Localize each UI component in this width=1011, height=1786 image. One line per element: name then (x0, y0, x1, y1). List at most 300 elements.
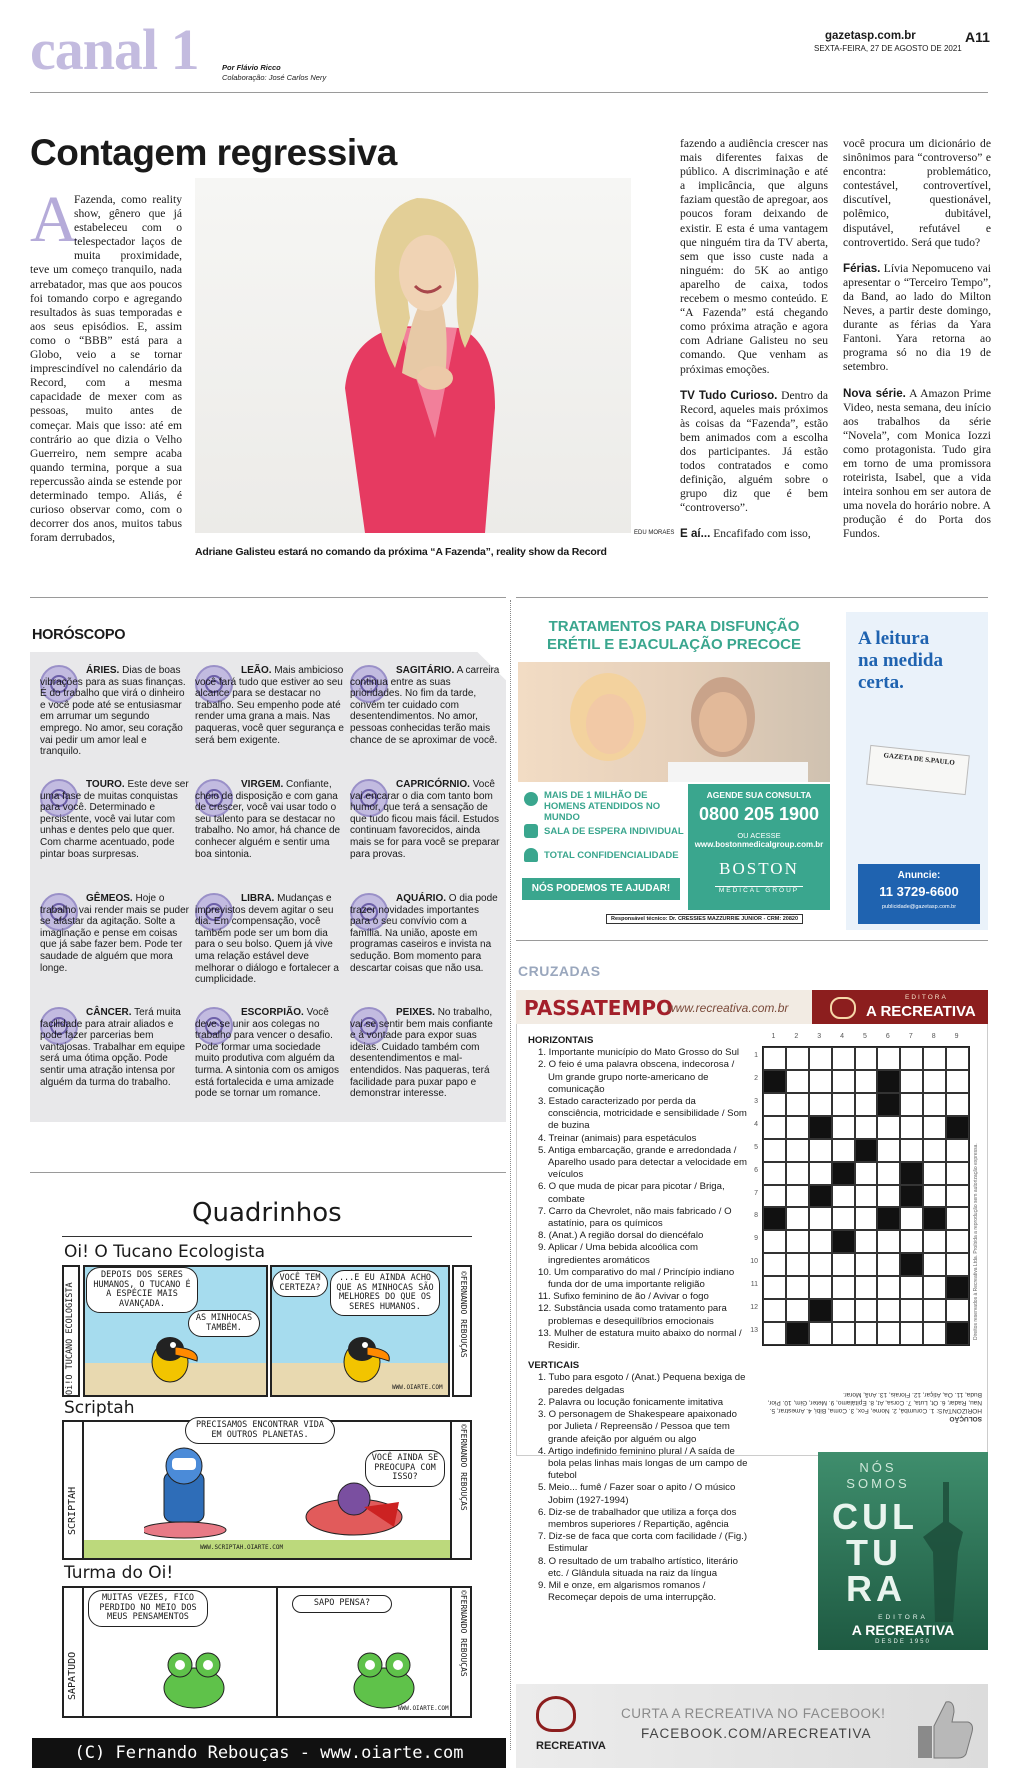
horizontal-clue: 3. Estado caracterizado por perda da consciência, motricidade e sensibilidade / Som de buzina (538, 1096, 747, 1132)
vertical-clue: 8. O resultado de um trabalho artístico, literário etc. / Glândula situada na raiz da língua (538, 1555, 738, 1579)
crossword-cell[interactable] (763, 1116, 786, 1139)
crossword-column-numbers (762, 1033, 969, 1045)
ad3-brand: A RECREATIVA (851, 1622, 955, 1638)
vertical-clue: 1. Tubo para esgoto / (Anat.) Pequena bexiga de paredes delgadas (538, 1372, 746, 1396)
horoscope-sign-name: CÂNCER. (86, 1007, 132, 1018)
horoscope-bottom-rule (30, 1172, 506, 1173)
crossword-cell[interactable] (855, 1207, 878, 1230)
chair-icon (524, 824, 538, 838)
vertical-clue: 3. O personagem de Shakespeare apaixonado por Julieta / Repreensão / Pessoa que tem grande afeição por alguém ou algo (538, 1409, 737, 1445)
strip-2-url: WWW.SCRIPTAH.OIARTE.COM (200, 1544, 284, 1551)
horizontal-clue: 4. Treinar (animais) para espetáculos (538, 1132, 697, 1144)
strip-3-bubble-1: MUITAS VEZES, FICO PERDIDO NO MEIO DOS MEUS PENSAMENTOS (88, 1590, 208, 1627)
horoscope-sign-text: O dia pode trazer novidades importantes para o seu convívio com a família. Na união, aposte em programas caseiros e invista na sedução. Bom momento para descartar coisas que não usa. (350, 893, 498, 974)
header-rule (30, 92, 988, 93)
horoscope-text (40, 779, 190, 860)
crossword-cell[interactable] (832, 1185, 855, 1208)
crossword-col-number: 2 (794, 1033, 799, 1040)
astronaut-drawing (144, 1442, 234, 1542)
section-rule-right (516, 597, 988, 598)
horoscope-text (40, 893, 190, 974)
toucan-drawing (135, 1327, 205, 1387)
crossword-row-number: 12 (750, 1304, 758, 1312)
crossword-cell[interactable] (946, 1253, 969, 1276)
crossword-row-numbers (746, 1046, 760, 1346)
ad2-paper-name: GAZETA DE S.PAULO (883, 751, 956, 767)
thumbs-up-icon (906, 1692, 976, 1762)
crossword-cell[interactable] (946, 1185, 969, 1208)
crossword-side-note: Direitos reservados à Recreativa Ltda. Proibida a reprodução sem autorização expressa. (973, 1143, 979, 1340)
crossword-cell[interactable] (855, 1230, 878, 1253)
strip-3-bubble-2: SAPO PENSA? (292, 1595, 392, 1613)
crossword-block (786, 1322, 809, 1345)
crossword-cell[interactable] (832, 1070, 855, 1093)
horoscope-sign-name: ÁRIES. (86, 665, 120, 676)
crossword-cell[interactable] (877, 1253, 900, 1276)
page-number: A11 (965, 29, 990, 45)
ad3-since: DESDE 1950 (875, 1639, 931, 1645)
crossword-cell[interactable] (809, 1276, 832, 1299)
crossword-cell[interactable] (855, 1093, 878, 1116)
crossword-cell[interactable] (946, 1207, 969, 1230)
vertical-title: VERTICAIS (528, 1360, 580, 1372)
strip-1-url: WWW.OIARTE.COM (392, 1384, 443, 1391)
crossword-cell[interactable] (832, 1139, 855, 1162)
crossword-cell[interactable] (877, 1230, 900, 1253)
crossword-cell[interactable] (786, 1299, 809, 1322)
crossword-cell[interactable] (832, 1253, 855, 1276)
crossword-block (877, 1093, 900, 1116)
crossword-cell[interactable] (923, 1093, 946, 1116)
crossword-cell[interactable] (923, 1253, 946, 1276)
vertical-clue: 5. Meio... fumê / Fazer soar o apito / O músico Jobim (1927-1994) (538, 1482, 736, 1506)
gazeta-ad[interactable] (846, 612, 988, 930)
crossword-cell[interactable] (786, 1047, 809, 1070)
site-name[interactable]: gazetasp.com.br (825, 30, 916, 42)
crossword-cell[interactable] (877, 1322, 900, 1345)
crossword-row-number: 3 (754, 1097, 758, 1105)
crossword-cell[interactable] (832, 1207, 855, 1230)
strip-2-side-label: SCRIPTAH (67, 1486, 78, 1535)
crossword-cell[interactable] (855, 1070, 878, 1093)
horoscope-sign-text: Este deve ser uma fase de muitas conquistas para você. Determinado e persistente, você vai lutar com unhas e dentes pelo que quer. Com charme acentuado, pode pintar boas surpresas. (40, 779, 189, 860)
toucan-drawing-2 (327, 1327, 397, 1387)
ad4-brand: RECREATIVA (536, 1740, 606, 1752)
horoscope-sign-text: Você vai encarar o dia com tanto bom humor, que terá a sensação de que tudo ficou mais fácil. Estudos continuam favorecidos, ainda mais se for para você se preparar para provas. (350, 779, 500, 860)
crossword-block (900, 1162, 923, 1185)
horoscope-text (350, 779, 500, 860)
crossword-cell[interactable] (900, 1322, 923, 1345)
horoscope-sign-text: Mudanças e imprevistos devem agitar o seu dia. Em compensação, você também pode ser um bom dia para o seu bolso. Quem já vive uma relação estável deve melhorar o diálogo e fortalecer a cumplicidade. (195, 893, 339, 986)
recreativa-url[interactable]: www.recreativa.com.br (667, 1001, 789, 1015)
ad3-big-3: RA (846, 1568, 906, 1609)
comics-title: Quadrinhos (192, 1198, 342, 1228)
column-3-paragraph-3: Encafifado com isso, (713, 527, 811, 541)
ad1-title-2: ERÉTIL E EJACULAÇÃO PRECOCE (547, 636, 801, 653)
article-column-3 (680, 137, 828, 542)
column-3-paragraph-2: Dentro da Record, aqueles mais próximos às coisas da “Fazenda”, estão bem animados com a escolha dos participantes. Já estão todos contratados e como definição, alguém sobre o grupo diz que é bem “controverso”. (680, 388, 829, 515)
crossword-cell[interactable] (786, 1093, 809, 1116)
crossword-cell[interactable] (900, 1047, 923, 1070)
people-icon (524, 792, 538, 806)
crossword-cell[interactable] (832, 1047, 855, 1070)
horoscope-sign-text: Terá muita facilidade para atrair aliados e pode fazer parcerias bem vantajosas. Trabalhar em equipe será uma ótima opção. Pode sentir uma atração intensa por alguém da turma do trabalho. (40, 1007, 186, 1088)
crossword-cell[interactable] (855, 1162, 878, 1185)
crossword-cell[interactable] (877, 1299, 900, 1322)
ad1-or-access: OU ACESSE (737, 831, 781, 840)
crossword-cell[interactable] (809, 1070, 832, 1093)
strip-1-title: Oi! O Tucano Ecologista (64, 1242, 266, 1262)
crossword-cell[interactable] (855, 1276, 878, 1299)
strip-1-bubble-1: DEPOIS DOS SERES HUMANOS, O TUCANO É A ESPÉCIE MAIS AVANÇADA. (86, 1267, 198, 1313)
crossword-cell[interactable] (877, 1276, 900, 1299)
crossword-cell[interactable] (855, 1299, 878, 1322)
horizontal-clue: 10. Um comparativo do mal / Princípio indiano funda dor de uma importante religião (538, 1266, 735, 1291)
crossword-row-number: 13 (750, 1327, 758, 1335)
clues-horizontal (528, 1035, 748, 1604)
crossword-cell[interactable] (809, 1322, 832, 1345)
horoscope-sign-text: Você deve se unir aos colegas no trabalho para vencer o desafio. Pode formar uma sociedade muito produtiva com alguém da turma. A sintonia com os amigos está fortalecida e uma amizade pode se tornar um romance. (195, 1007, 339, 1100)
horoscope-text (350, 1007, 500, 1100)
horoscope-text (350, 665, 500, 746)
strip-2-title: Scriptah (64, 1398, 135, 1418)
vertical-clue: 9. Mil e onze, em algarismos romanos / Recomeçar depois de uma interrupção. (538, 1579, 716, 1604)
cruzadas-title: CRUZADAS (518, 963, 601, 979)
crossword-block (809, 1185, 832, 1208)
crossword-cell[interactable] (923, 1322, 946, 1345)
horizontal-clue: 9. Aplicar / Uma bebida alcoólica com ingredientes aromáticos (538, 1242, 698, 1266)
crossword-block (946, 1276, 969, 1299)
headline: Contagem regressiva (30, 132, 397, 173)
horoscope-sign-text: Confiante, cheio de disposição e com gana de crescer, você vai usar todo o seu talento para se destacar no trabalho. No amor, há chance de conhecer alguém e sentir uma boa sintonia. (195, 779, 341, 860)
vertical-dotted-divider (510, 600, 511, 1750)
crossword-cell[interactable] (923, 1162, 946, 1185)
crossword-cell[interactable] (877, 1139, 900, 1162)
horoscope-sign-name: ESCORPIÃO. (241, 1007, 304, 1018)
crossword-row-number: 4 (754, 1120, 758, 1128)
horoscope-text (350, 893, 500, 974)
strip-2-bubble-1: PRECISAMOS ENCONTRAR VIDA EM OUTROS PLANETAS. (185, 1417, 335, 1444)
horizontal-clue: 1. Importante município do Mato Grosso do Sul (538, 1047, 740, 1059)
ad3-small-1: NÓS (859, 1460, 897, 1475)
crossword-row-number: 7 (754, 1189, 758, 1197)
crossword-cell[interactable] (832, 1093, 855, 1116)
ad1-bullet-1: MAIS DE 1 MILHÃO DE HOMENS ATENDIDOS NO MUNDO (544, 790, 661, 823)
horizontal-clue: 2. O feio é uma palavra obscena, indecorosa / Um grande grupo norte-americano de comunicação (538, 1059, 735, 1095)
crossword-cell[interactable] (763, 1322, 786, 1345)
crossword-cell[interactable] (763, 1230, 786, 1253)
strip-1-panel-sign (452, 1265, 472, 1397)
crossword-cell[interactable] (877, 1162, 900, 1185)
horoscope-text (40, 1007, 190, 1088)
ad2-phone[interactable]: 11 3729-6600 (879, 884, 959, 899)
comics-footer (32, 1738, 506, 1768)
ad2-email[interactable]: publicidade@gazetasp.com.br (881, 904, 957, 910)
byline: Por Flávio Ricco (222, 63, 281, 72)
boston-ad[interactable] (516, 612, 832, 930)
crossword-cell[interactable] (786, 1185, 809, 1208)
horoscope-sign-name: SAGITÁRIO. (396, 665, 455, 676)
vertical-clue: 7. Diz-se de faca que corta com facilidade / (Fig.) Estimular (538, 1531, 748, 1555)
recreativa-owl-icon (536, 1696, 576, 1732)
frog-drawing-2 (344, 1643, 424, 1713)
horizontal-clue: 13. Mulher de estatura muito abaixo do normal / Residir. (538, 1327, 742, 1352)
crossword-block (832, 1230, 855, 1253)
crossword-row-number: 9 (754, 1235, 758, 1243)
strip-1-signature: ©FERNANDO REBOUÇAS (459, 1271, 468, 1358)
crossword-cell[interactable] (763, 1185, 786, 1208)
ad2-contact-box (858, 864, 980, 924)
crossword-cell[interactable] (809, 1207, 832, 1230)
ad1-bullet-3: TOTAL CONFIDENCIALIDADE (544, 850, 679, 861)
crossword-cell[interactable] (855, 1047, 878, 1070)
ad2-announce: Anuncie: (897, 870, 941, 881)
crossword-cell[interactable] (855, 1116, 878, 1139)
column-4-paragraph-2: Lívia Nepomuceno vai apresentar o “Terceiro Tempo”, da Band, ao lado do Milton Neves, a partir deste domingo, durante as férias da Yara Fantoni. Yara retorna ao programa só no dia 19 de setembro. (843, 261, 991, 374)
crossword-cell[interactable] (877, 1047, 900, 1070)
ad3-small-2: SOMOS (846, 1476, 910, 1491)
horoscope-grid (40, 665, 500, 1125)
strip-1-bubble-4: ...E EU AINDA ACHO QUE AS MINHOCAS SÃO MELHORES DO QUE OS SERES HUMANOS. (330, 1270, 440, 1316)
crossword-cell[interactable] (946, 1139, 969, 1162)
column-4-paragraph-3: A Amazon Prime Video, nesta semana, deu início aos trabalhos da série “Novela”, com Monica Iozzi como protagonista. Tudo gira em torno de uma promissora roteirista, Isabel, que a vida inteira sonhou em ser autora de uma novela do horário nobre. A produção é do Porta dos Fundos. (843, 386, 991, 541)
crossword-cell[interactable] (809, 1093, 832, 1116)
crossword-cell[interactable] (877, 1116, 900, 1139)
strip-1-panel-side (62, 1265, 80, 1397)
crossword-cell[interactable] (900, 1070, 923, 1093)
crossword-row-number: 6 (754, 1166, 758, 1174)
recreativa-logo-icon (830, 997, 856, 1019)
solution-title: SOLUÇÃO (949, 1415, 982, 1422)
horoscope-text (195, 779, 345, 860)
crossword-cell[interactable] (900, 1299, 923, 1322)
crossword-cell[interactable] (923, 1230, 946, 1253)
crossword-cell[interactable] (923, 1070, 946, 1093)
crossword-col-number: 4 (840, 1033, 845, 1040)
crossword-block (946, 1322, 969, 1345)
strip-2-bubble-2: VOCÊ AINDA SE PREOCUPA COM ISSO? (365, 1450, 445, 1487)
crossword-block (763, 1070, 786, 1093)
horizontal-clue: 5. Antiga embarcação, grande e arredondada / Aparelho usado para detectar a velocidade em veículos (538, 1144, 747, 1181)
crossword-col-number: 5 (863, 1033, 867, 1040)
lock-icon (524, 848, 538, 862)
ad1-responsible: Responsável técnico: Dr. CRESSIES MAZZURRIE JUNIOR - CRM: 20820 (606, 914, 803, 924)
crossword-cell[interactable] (923, 1047, 946, 1070)
crossword-row-number: 10 (750, 1258, 758, 1266)
crossword-cell[interactable] (763, 1299, 786, 1322)
horoscope-sign-name: LEÃO. (241, 665, 272, 676)
ad2-line-3: certa. (858, 672, 904, 693)
collaboration-credit: Colaboração: José Carlos Nery (222, 73, 327, 82)
dropcap: A (30, 183, 78, 256)
ad3-editora: EDITORA (878, 1614, 928, 1621)
vertical-clue: 6. Diz-se de trabalhador que utiliza a força dos membros superiores / Repartição, agência (538, 1506, 737, 1530)
ad4-link[interactable]: FACEBOOK.COM/ARECREATIVA (641, 1726, 872, 1741)
recreativa-publisher: A RECREATIVA (866, 1003, 976, 1020)
crossword-cell[interactable] (763, 1253, 786, 1276)
statue-silhouette (913, 1482, 983, 1632)
crossword-block (809, 1299, 832, 1322)
ad1-brand-sub: MEDICAL GROUP (715, 886, 803, 894)
crossword-cell[interactable] (946, 1162, 969, 1185)
crossword-block (900, 1253, 923, 1276)
crossword-cell[interactable] (809, 1139, 832, 1162)
article-column-4 (843, 137, 991, 542)
crossword-cell[interactable] (900, 1276, 923, 1299)
ad1-phone[interactable]: 0800 205 1900 (698, 804, 820, 824)
crossword-cell[interactable] (786, 1116, 809, 1139)
ad-bottom-rule (516, 940, 988, 941)
crossword-cell[interactable] (923, 1116, 946, 1139)
solution-text: HORIZONTAIS: 1. Corumbá, 2. Nome, Fox, 3. Coma, Bibi, 4. Amestrar, 5. Nau, Radar, 6. Ot, Luta, 7. Corsa, At, 8. Epitálamo, 9. Meter, Gim, 10. Pior, Buda, 11. Oa, Atiçar, 12. Florais, 13. Anã, Morar. (767, 1391, 982, 1414)
crossword-cell[interactable] (855, 1322, 878, 1345)
crossword-cell[interactable] (855, 1185, 878, 1208)
crossword-grid (762, 1046, 970, 1346)
horoscope-sign-name: CAPRICÓRNIO. (396, 779, 470, 790)
ad2-line-1: A leitura (858, 628, 930, 649)
crossword-cell[interactable] (946, 1047, 969, 1070)
crossword-row-number: 5 (754, 1143, 758, 1151)
comics-title-rule (62, 1236, 472, 1237)
horoscope-sign-name: AQUÁRIO. (396, 893, 446, 904)
ad3-big-1: CUL (832, 1496, 918, 1537)
crossword-block (946, 1116, 969, 1139)
horoscope-sign-name: VIRGEM. (241, 779, 284, 790)
crossword-cell[interactable] (809, 1047, 832, 1070)
facebook-ad[interactable] (516, 1684, 988, 1768)
column-4-subhead-1: Férias. (843, 261, 881, 275)
crossword-row-number: 8 (754, 1212, 758, 1220)
column-4-paragraph-1: você procura um dicionário de sinônimos para “controverso” e encontra: problemático, contestável, controvertível, discutível, questionável, polêmico, dubitável, disputável, refutável e controvertido. Será que tudo? (843, 137, 991, 249)
horoscope-sign-text: Mais ambicioso você fará tudo que estiver ao seu alcance para se destacar no trabalho. Seu empenho pode até render uma grana a mais. Nas paqueras, você quer segurança e será bem exigente. (195, 665, 344, 746)
crossword-cell[interactable] (786, 1070, 809, 1093)
comics-footer-text: (C) Fernando Rebouças - www.oiarte.com (74, 1743, 464, 1763)
strip-1-bubble-3: VOCÊ TEM CERTEZA? (272, 1270, 328, 1297)
crossword-block (900, 1185, 923, 1208)
section-rule-left (30, 597, 506, 598)
crossword-row-number: 1 (754, 1052, 758, 1059)
frog-drawing (154, 1643, 234, 1713)
horoscope-title: HORÓSCOPO (32, 627, 126, 643)
crossword-cell[interactable] (946, 1299, 969, 1322)
crossword-cell[interactable] (809, 1162, 832, 1185)
ad1-bullet-2: SALA DE ESPERA INDIVIDUAL (544, 826, 684, 837)
crossword-cell[interactable] (763, 1276, 786, 1299)
crossword-cell[interactable] (832, 1322, 855, 1345)
ad2-line-2: na medida (858, 650, 943, 671)
column-3-paragraph-1: fazendo a audiência crescer nas mais diferentes faixas de público. A discriminação e até a implicância, que alguns faziam questão de apregoar, aos poucos foram deixando de existir. E esta é uma vantagem que ninguém tira da TV aberta, sem que isso custe nada a ninguém: do 5K ao antigo aparelho de caixa, todos recebem o mesmo conteúdo. E “A Fazenda” está chegando como próxima atração e agora com Adriane Galisteu no seu comando. Que venham as próximas emoções. (680, 137, 828, 376)
horizontal-clue: 12. Substância usada como tratamento para problemas e desequilíbrios emocionais (538, 1303, 727, 1327)
section-title: canal 1 (30, 17, 199, 82)
crossword-block (877, 1070, 900, 1093)
crossword-block (855, 1139, 878, 1162)
strip-3-side-label: SAPATUDO (67, 1651, 78, 1700)
ad1-url[interactable]: www.bostonmedicalgroup.com.br (694, 840, 824, 849)
crossword-block (923, 1207, 946, 1230)
crossword-cell[interactable] (946, 1070, 969, 1093)
crossword-cell[interactable] (786, 1162, 809, 1185)
article-photo (195, 178, 631, 533)
crossword-cell[interactable] (786, 1276, 809, 1299)
horoscope-sign-text: A carreira continua entre as suas prioridades. No fim da tarde, convém ter cuidado com desentendimentos. No amor, pessoas conhecidas terão mais chance de se aproximar de você. (350, 665, 500, 746)
crossword-cell[interactable] (900, 1093, 923, 1116)
crossword-cell[interactable] (900, 1207, 923, 1230)
horoscope-text (40, 665, 190, 758)
photo-credit: EDU MORAES (634, 530, 675, 536)
crossword-cell[interactable] (786, 1253, 809, 1276)
crossword-cell[interactable] (763, 1139, 786, 1162)
ad1-photo (518, 662, 830, 782)
crossword-cell[interactable] (900, 1116, 923, 1139)
strip-3-signature: ©FERNANDO REBOUÇAS (459, 1590, 468, 1677)
crossword-row-number: 11 (750, 1281, 758, 1289)
crossword-cell[interactable] (786, 1207, 809, 1230)
horizontal-clue: 7. Carro da Chevrolet, não mais fabricado / O astatínio, para os químicos (538, 1205, 732, 1230)
horoscope-sign-text: Dias de boas vibrações para as suas finanças. É do trabalho que virá o dinheiro e você pode até se entusiasmar em arrumar um segundo emprego. No amor, seu coração vai pedir um amor leal e tranquilo. (40, 665, 186, 758)
crossword-cell[interactable] (900, 1139, 923, 1162)
crossword-cell[interactable] (923, 1276, 946, 1299)
crossword-solution (762, 1352, 982, 1422)
vertical-clue: 4. Artigo indefinido feminino plural / A saída de bola pelas linhas mais longas de um campo de futebol (538, 1445, 748, 1482)
horoscope-sign-name: LIBRA. (241, 893, 275, 904)
crossword-cell[interactable] (786, 1139, 809, 1162)
crossword-cell[interactable] (900, 1230, 923, 1253)
crossword-block (763, 1207, 786, 1230)
strip-2-signature: ©FERNANDO REBOUÇAS (459, 1424, 468, 1511)
strip-1-bubble-2: AS MINHOCAS TAMBÉM. (188, 1310, 260, 1337)
crossword-cell[interactable] (763, 1047, 786, 1070)
ad1-brand: BOSTON (719, 859, 799, 878)
crossword-cell[interactable] (923, 1139, 946, 1162)
horoscope-sign-text: Hoje o trabalho vai render mais se puder se afastar da agitação. Solte a imaginação e pense em coisas que já sabe fazer bem. Pode ter saudade de alguém que mora longe. (40, 893, 189, 974)
crossword-cell[interactable] (832, 1299, 855, 1322)
ad1-cta-button[interactable]: NÓS PODEMOS TE AJUDAR! (522, 878, 680, 900)
crossword-cell[interactable] (763, 1093, 786, 1116)
crossword-cell[interactable] (832, 1116, 855, 1139)
horoscope-sign-name: PEIXES. (396, 1007, 435, 1018)
horoscope-sign-text: No trabalho, vai se sentir bem mais confiante e à vontade para expor suas ideias. Cuidado também com desentendimentos e mal-entendidos. Nas paqueras, terá facilidade para puxar papo e demonstrar interesse. (350, 1007, 493, 1100)
strip-3-url: WWW.OIARTE.COM (398, 1705, 449, 1712)
recreativa-publisher-small: EDITORA (905, 994, 948, 1001)
horizontal-clue: 11. Sufixo feminino de ão / Avivar o fogo (538, 1291, 709, 1303)
crossword-cell[interactable] (855, 1253, 878, 1276)
crossword-col-number: 9 (954, 1033, 959, 1040)
crossword-cell[interactable] (809, 1230, 832, 1253)
strip-1-side-label: Oi!O TUCANO ECOLOGISTA (65, 1282, 75, 1395)
crossword-cell[interactable] (763, 1162, 786, 1185)
cultura-ad[interactable] (818, 1452, 988, 1650)
crossword-col-number: 6 (885, 1033, 890, 1040)
crossword-cell[interactable] (786, 1230, 809, 1253)
column-3-subhead-2: E aí... (680, 527, 711, 541)
horizontal-title: HORIZONTAIS (528, 1035, 594, 1046)
crossword-cell[interactable] (832, 1276, 855, 1299)
crossword-cell[interactable] (923, 1299, 946, 1322)
crossword-cell[interactable] (809, 1253, 832, 1276)
column-4-subhead-2: Nova série. (843, 386, 906, 400)
ad1-title-1: TRATAMENTOS PARA DISFUNÇÃO (548, 618, 800, 635)
crossword-cell[interactable] (946, 1230, 969, 1253)
vertical-clue: 2. Palavra ou locução fonicamente imitativa (538, 1396, 724, 1408)
crossword-cell[interactable] (877, 1185, 900, 1208)
photo-caption: Adriane Galisteu estará no comando da próxima “A Fazenda”, reality show da Record (195, 546, 607, 558)
horoscope-text (195, 665, 345, 746)
crossword-cell[interactable] (946, 1093, 969, 1116)
horizontal-clue: 8. (Anat.) A região dorsal do diencéfalo (538, 1230, 704, 1242)
crossword-col-number: 3 (817, 1033, 822, 1040)
crossword-cell[interactable] (923, 1185, 946, 1208)
article-column-1: Fazenda, como reality show, gênero que já estabeleceu com o telespectador laços de muita proximidade, teve um começo tranquilo, nada arrebatador, mas que aos poucos foi tomando corpo e agregando resultados às suas temporadas e aos seus episódios. E, assim como o “BBB” está para a Globo, veio a se tornar imprescindível no calendário da Record, com a mesma capacidade de mexer com as pessoas, muito antes de começar. Mais que isso: até em contrário ao que dizia o Velho Guerreiro, nem sempre acaba quando termina, porque a sua repercussão ainda se estende por determinado tempo. Aliás, é curioso observar como, com o decorrer dos anos, muitos tabus foram derrubados, (30, 193, 182, 545)
